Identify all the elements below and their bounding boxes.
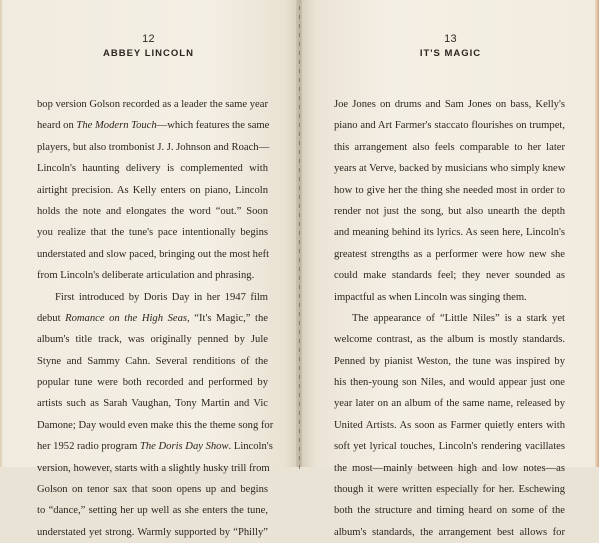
text-line: [334, 500, 565, 521]
binding-stitch: [299, 51, 300, 55]
text-line: [334, 308, 565, 329]
text-segment: impactful as when Lincoln was singing them.: [334, 291, 527, 303]
binding-stitch: [299, 249, 300, 253]
text-segment: Styne and Sammy Cahn. Several renditions of the: [37, 355, 268, 367]
text-segment: both the structure and timing heard on some of the: [334, 505, 565, 517]
binding-stitch: [299, 123, 300, 127]
text-line: [334, 479, 565, 500]
text-line: [334, 94, 565, 115]
text-segment: to “dance,” setting her up well as she enters the tune,: [37, 505, 268, 517]
text-line: [334, 201, 565, 222]
text-line: [334, 137, 565, 158]
text-line: [37, 415, 274, 436]
left-page: [0, 0, 297, 538]
binding-stitch: [299, 411, 300, 415]
text-line: [37, 287, 268, 308]
binding-stitch: [299, 87, 300, 91]
text-line: [334, 329, 565, 350]
binding-stitch: [299, 231, 300, 235]
text-segment: understated yet strong. Warmly supported by “Philly”: [37, 526, 268, 538]
text-line: [334, 436, 565, 457]
text-segment: how to give her the thing she needed most in order to: [334, 184, 565, 196]
text-segment: —which features the same: [156, 120, 270, 132]
text-segment: United Artists. As soon as Farmer quietly enters with: [334, 419, 565, 431]
text-line: [334, 287, 565, 308]
binding-stitch: [299, 402, 300, 406]
text-segment: greatest strengths as a performer were how new she: [334, 248, 565, 260]
text-segment: artists such as Sarah Vaughan, Tony Martin and Vic: [37, 398, 268, 410]
text-segment: welcome contrast, as the album is mostly standards.: [334, 334, 565, 346]
binding-stitch: [299, 465, 300, 469]
text-segment: popular tune were both recorded and performed by: [37, 377, 268, 389]
text-segment: from Lincoln's deliberate articulation and phrasing.: [37, 270, 255, 282]
binding-stitch: [299, 204, 300, 208]
text-line: [334, 415, 565, 436]
text-segment: understated and slow paced, bringing out the most heft: [37, 248, 270, 260]
text-segment: the most—mainly between high and low notes—as: [334, 462, 565, 474]
binding-stitch: [299, 213, 300, 217]
text-line: [334, 244, 565, 265]
binding-stitch: [299, 456, 300, 460]
right-page: [302, 0, 599, 538]
text-segment: render not just the song, but also unearth the depth: [334, 205, 565, 217]
binding-stitch: [299, 24, 300, 28]
binding-stitch: [299, 429, 300, 433]
text-line: [37, 308, 268, 329]
binding-stitch: [299, 438, 300, 442]
binding-stitch: [299, 96, 300, 100]
binding-stitch: [299, 132, 300, 136]
binding-stitch: [299, 114, 300, 118]
text-line: [334, 180, 565, 201]
left-page-edge: [0, 0, 3, 467]
text-line: [37, 158, 268, 179]
binding-stitch: [299, 105, 300, 109]
text-segment: Damone; Day would even make this the theme song for: [37, 419, 274, 431]
text-line: [334, 158, 565, 179]
text-segment: bop version Golson recorded as a leader the same year: [37, 99, 268, 110]
text-segment: , “It's Magic,” the: [187, 312, 268, 324]
text-line: [37, 500, 268, 521]
text-segment: years at Verve, backed by musicians who simply knew: [334, 163, 566, 175]
binding-stitch: [299, 141, 300, 145]
binding-stitch: [299, 159, 300, 163]
binding-stitch: [299, 366, 300, 370]
binding-stitch: [299, 240, 300, 244]
binding-stitch: [299, 285, 300, 289]
text-segment: Lincoln's haunting delivery is complemented with: [37, 163, 268, 175]
text-segment: album's standards, the arrangement best allows for: [334, 526, 565, 538]
text-line: [37, 436, 273, 457]
text-line: [37, 479, 268, 500]
text-segment: Penned by pianist Weston, the tune was inspired by: [334, 355, 565, 367]
text-segment: and meaning behind its lyrics. As seen here, Lincoln's: [334, 227, 565, 239]
binding-stitch: [299, 267, 300, 271]
text-line: [37, 458, 268, 479]
running-head-left: ABBEY LINCOLN: [103, 48, 194, 59]
text-line: [37, 94, 268, 115]
text-line: [334, 522, 565, 543]
text-line: [334, 372, 565, 393]
binding-stitch: [299, 168, 300, 172]
text-line: [334, 222, 565, 243]
binding-stitch: [299, 177, 300, 181]
text-segment: heard on: [37, 120, 77, 132]
italic-title: The Doris Day Show: [139, 441, 229, 453]
right-page-edge: [595, 0, 599, 467]
text-line: [37, 265, 268, 286]
binding-stitch: [299, 420, 300, 424]
text-segment: could make standards feel; they never sounded as: [334, 270, 565, 282]
text-segment: players, but also trombonist J. J. Johnson and Roach—: [37, 141, 270, 153]
binding-stitch: [299, 195, 300, 199]
text-segment: this arrangement also feels comparable to her later: [334, 141, 565, 153]
text-segment: version, however, starts with a slightly husky trill from: [37, 462, 270, 474]
text-line: [37, 244, 268, 265]
text-line: [37, 522, 268, 543]
text-segment: album's title track, was originally penned by Jule: [37, 334, 268, 346]
body-text-left: [37, 94, 274, 543]
binding-stitch: [299, 348, 300, 352]
body-text-right: [334, 94, 565, 543]
binding-stitch: [299, 375, 300, 379]
text-line: [334, 458, 565, 479]
text-segment: his then-young son Niles, and would appear just one: [334, 377, 565, 389]
text-segment: First introduced by Doris Day in her 1947 film: [55, 291, 268, 303]
text-line: [37, 329, 268, 350]
binding-stitch: [299, 393, 300, 397]
binding-stitch: [299, 222, 300, 226]
page-number-right: 13: [444, 33, 457, 45]
binding-stitch: [299, 150, 300, 154]
text-line: [37, 115, 268, 136]
binding-stitch: [299, 60, 300, 64]
text-line: [37, 351, 268, 372]
text-segment: piano and Art Farmer's staccato flourishes on trumpet,: [334, 120, 565, 132]
binding-stitch: [299, 384, 300, 388]
binding-stitch: [299, 321, 300, 325]
text-line: [37, 180, 268, 201]
text-segment: Golson on tenor sax that soon opens up and begins: [37, 484, 268, 496]
text-line: [334, 265, 565, 286]
text-line: [37, 201, 268, 222]
text-segment: though it were written especially for her. Eschewing: [334, 484, 565, 496]
binding-stitch: [299, 6, 300, 10]
text-segment: soft yet lyrical touches, Lincoln's rendering vacillates: [334, 441, 565, 453]
binding-stitch: [299, 258, 300, 262]
binding-stitch: [299, 42, 300, 46]
running-head-right: IT'S MAGIC: [419, 48, 482, 59]
binding-stitch: [299, 303, 300, 307]
binding-stitch: [299, 276, 300, 280]
text-line: [37, 393, 268, 414]
binding-stitch: [299, 15, 300, 19]
italic-title: Romance on the High Seas: [65, 312, 188, 324]
text-segment: debut: [37, 312, 66, 324]
text-segment: The appearance of “Little Niles” is a stark yet: [352, 312, 565, 324]
text-line: [37, 137, 268, 158]
text-line: [334, 115, 565, 136]
binding-stitch: [299, 186, 300, 190]
binding-stitch: [299, 447, 300, 451]
binding-stitch: [299, 357, 300, 361]
text-line: [37, 372, 268, 393]
binding-stitch: [299, 78, 300, 82]
text-segment: her 1952 radio program: [37, 441, 140, 453]
text-segment: Joe Jones on drums and Sam Jones on bass, Kelly's: [334, 99, 565, 110]
binding-stitch: [299, 294, 300, 298]
binding-stitch: [299, 69, 300, 73]
text-line: [334, 351, 565, 372]
text-line: [334, 393, 565, 414]
binding-stitch: [299, 339, 300, 343]
text-segment: year later on an album of the same name, released by: [334, 398, 565, 410]
italic-title: The Modern Touch: [76, 120, 157, 132]
binding-stitch: [299, 33, 300, 37]
text-segment: . Lincoln's: [228, 441, 273, 453]
binding-stitch: [299, 330, 300, 334]
text-segment: holds the note and elongates the word “out.” Soon: [37, 205, 268, 217]
binding-stitch: [299, 312, 300, 316]
page-number-left: 12: [142, 33, 155, 45]
text-line: [37, 222, 268, 243]
text-segment: you realize that the tune's pace intentionally begins: [37, 227, 268, 239]
text-segment: airtight precision. As Kelly enters on piano, Lincoln: [37, 184, 268, 196]
